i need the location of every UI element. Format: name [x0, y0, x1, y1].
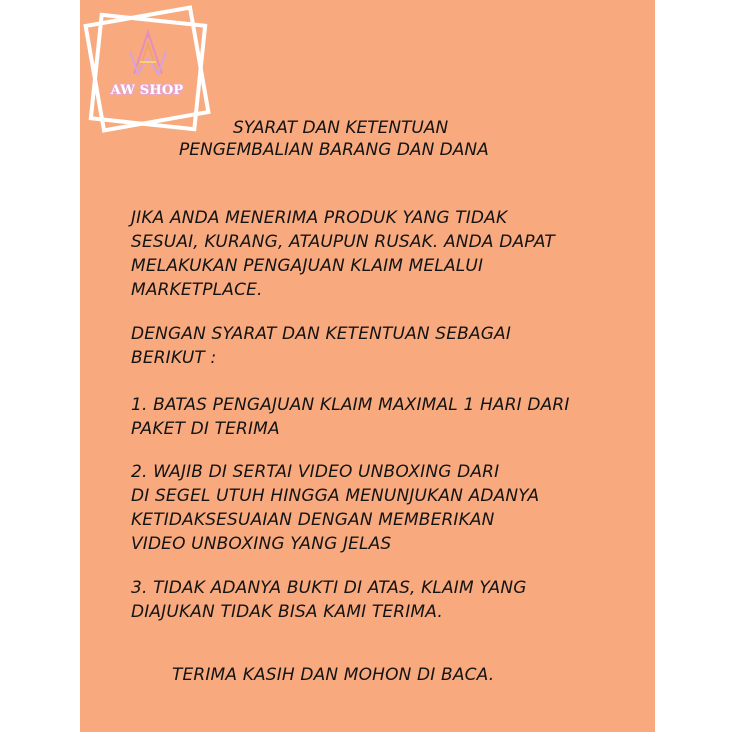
- rule-2-line-2: DI SEGEL UTUH HINGGA MENUNJUKAN ADANYA: [131, 486, 540, 506]
- logo-brand-text: AW SHOP: [110, 83, 184, 98]
- conditions-line-2: BERIKUT :: [131, 348, 217, 368]
- rule-3-line-2: DIAJUKAN TIDAK BISA KAMI TERIMA.: [131, 602, 443, 622]
- intro-line-3: MELAKUKAN PENGAJUAN KLAIM MELALUI: [131, 256, 484, 276]
- rule-2-line-4: VIDEO UNBOXING YANG JELAS: [131, 534, 392, 554]
- intro-line-2: SESUAI, KURANG, ATAUPUN RUSAK. ANDA DAPAT: [131, 232, 555, 252]
- title-line-1: SYARAT DAN KETENTUAN: [233, 118, 449, 138]
- rule-2-line-1: 2. WAJIB DI SERTAI VIDEO UNBOXING DARI: [131, 462, 500, 482]
- rule-1-line-2: PAKET DI TERIMA: [131, 419, 280, 439]
- triangle-monogram-icon: [130, 32, 166, 74]
- aw-shop-logo: [78, 2, 218, 142]
- intro-line-1: JIKA ANDA MENERIMA PRODUK YANG TIDAK: [131, 208, 508, 228]
- rule-1-line-1: 1. BATAS PENGAJUAN KLAIM MAXIMAL 1 HARI DARI: [131, 395, 570, 415]
- title-line-2: PENGEMBALIAN BARANG DAN DANA: [179, 140, 489, 160]
- logo-frame-rotated: [86, 8, 209, 131]
- closing-text: TERIMA KASIH DAN MOHON DI BACA.: [172, 665, 495, 685]
- conditions-line-1: DENGAN SYARAT DAN KETENTUAN SEBAGAI: [131, 324, 511, 344]
- rule-2-line-3: KETIDAKSESUAIAN DENGAN MEMBERIKAN: [131, 510, 495, 530]
- rule-3-line-1: 3. TIDAK ADANYA BUKTI DI ATAS, KLAIM YANG: [131, 578, 527, 598]
- intro-line-4: MARKETPLACE.: [131, 280, 263, 300]
